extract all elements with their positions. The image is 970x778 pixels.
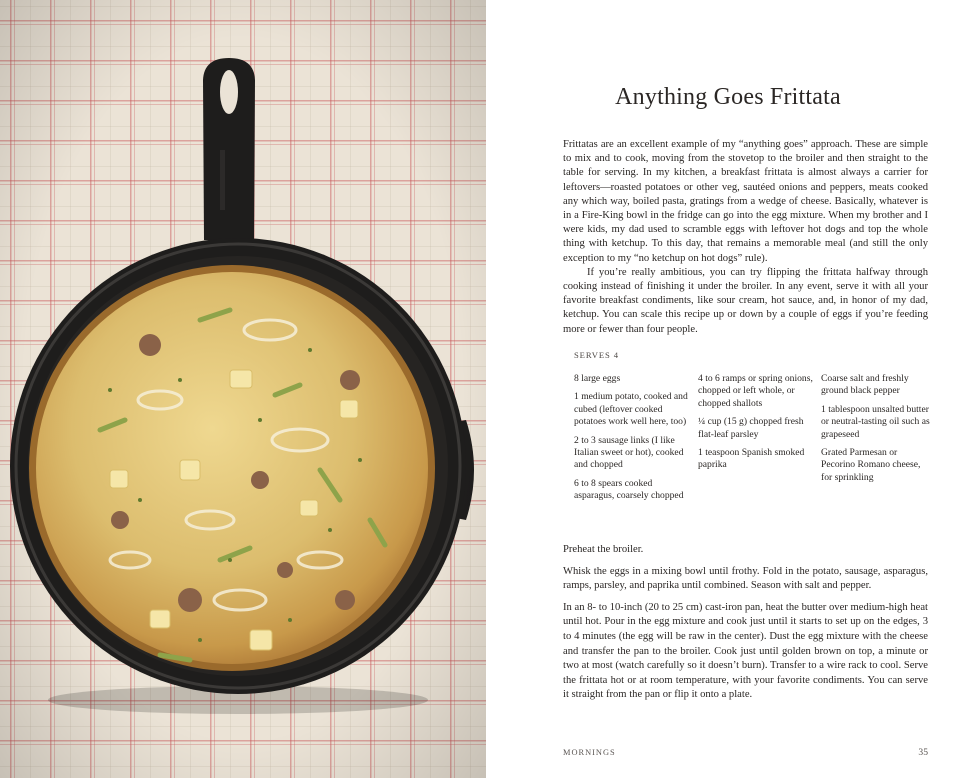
ingredient: 1 medium potato, cooked and cubed (leftover cooked potatoes work well here, too) [574, 391, 688, 428]
page-number: 35 [918, 747, 928, 758]
recipe-title: Anything Goes Frittata [615, 84, 841, 110]
method-step: Whisk the eggs in a mixing bowl until frothy. Fold in the potato, sausage, asparagus, ramps, parsley, and paprika until combined. Season with salt and pepper. [563, 565, 928, 592]
section-running-footer: MORNINGS [563, 748, 616, 757]
ingredient: 2 to 3 sausage links (I like Italian sweet or hot), cooked and chopped [574, 434, 684, 471]
ingredient: 4 to 6 ramps or spring onions, chopped or left whole, or chopped shallots [698, 373, 813, 409]
ingredients-column-1 [574, 373, 692, 509]
ingredient: 8 large eggs [574, 373, 621, 384]
recipe-method [563, 543, 928, 710]
ingredient: 1 teaspoon Spanish smoked paprika [698, 447, 805, 471]
method-step: In an 8- to 10-inch (20 to 25 cm) cast-iron pan, heat the butter over medium-high heat until hot. Pour in the egg mixture and cook just until it starts to set up on the edges, 3 to 4 minutes (the egg will be raw in the center). Dust the egg mixture with the cheese and transfer the pan to the broiler. Cook just until golden brown on top, a minute or two at most (watch carefully so it doesn’t burn). Transfer to a wire rack to cool. Serve the frittata hot or at room temperature, with your favorite condiments. You can serve it straight from the pan or flip it onto a plate. [563, 601, 928, 701]
ingredient: Grated Parmesan or Pecorino Romano cheese, for sprinkling [821, 447, 921, 483]
recipe-page [486, 0, 970, 778]
intro-paragraph: If you’re really ambitious, you can try flipping the frittata halfway through cooking instead of finishing it under the broiler. In any event, serve it with all your favorite breakfast condiments, like sour cream, hot sauce, and, in honor of my dad, ketchup. You can scale this recipe up or down by a couple of eggs if you’re feeding more or fewer than four people. [563, 266, 928, 335]
intro-paragraph: Frittatas are an excellent example of my “anything goes” approach. These are simple to mix and to cook, moving from the stovetop to the broiler and then straight to the table for serving. In my kitchen, a breakfast frittata is almost always a carrier for leftovers—roasted potatoes or other veg, sautéed onions and peppers, meats cooked any which way, boiled pasta, gratings from a wedge of cheese. Basically, whatever is in a Fire-King bowl in the fridge can go into the egg mixture. When my brother and I were kids, my dad used to scramble eggs with leftover hot dogs and top the whole thing with ketchup. To this day, that remains a memorable meal (and still the only exception to my “no ketchup on hot dogs” rule). [563, 139, 928, 264]
ingredient: 1 tablespoon unsalted butter or neutral-tasting oil such as grapeseed [821, 403, 930, 440]
recipe-intro [563, 138, 928, 337]
ingredient: ¼ cup (15 g) chopped fresh flat-leaf parsley [698, 416, 804, 440]
method-step: Preheat the broiler. [563, 544, 644, 555]
ingredient: 6 to 8 spears cooked asparagus, coarsely chopped [574, 477, 684, 502]
ingredient: Coarse salt and freshly ground black pepper [821, 373, 909, 397]
serves-label: SERVES 4 [574, 350, 619, 360]
ingredients-column-2 [698, 373, 816, 478]
ingredients-column-3 [821, 373, 933, 490]
